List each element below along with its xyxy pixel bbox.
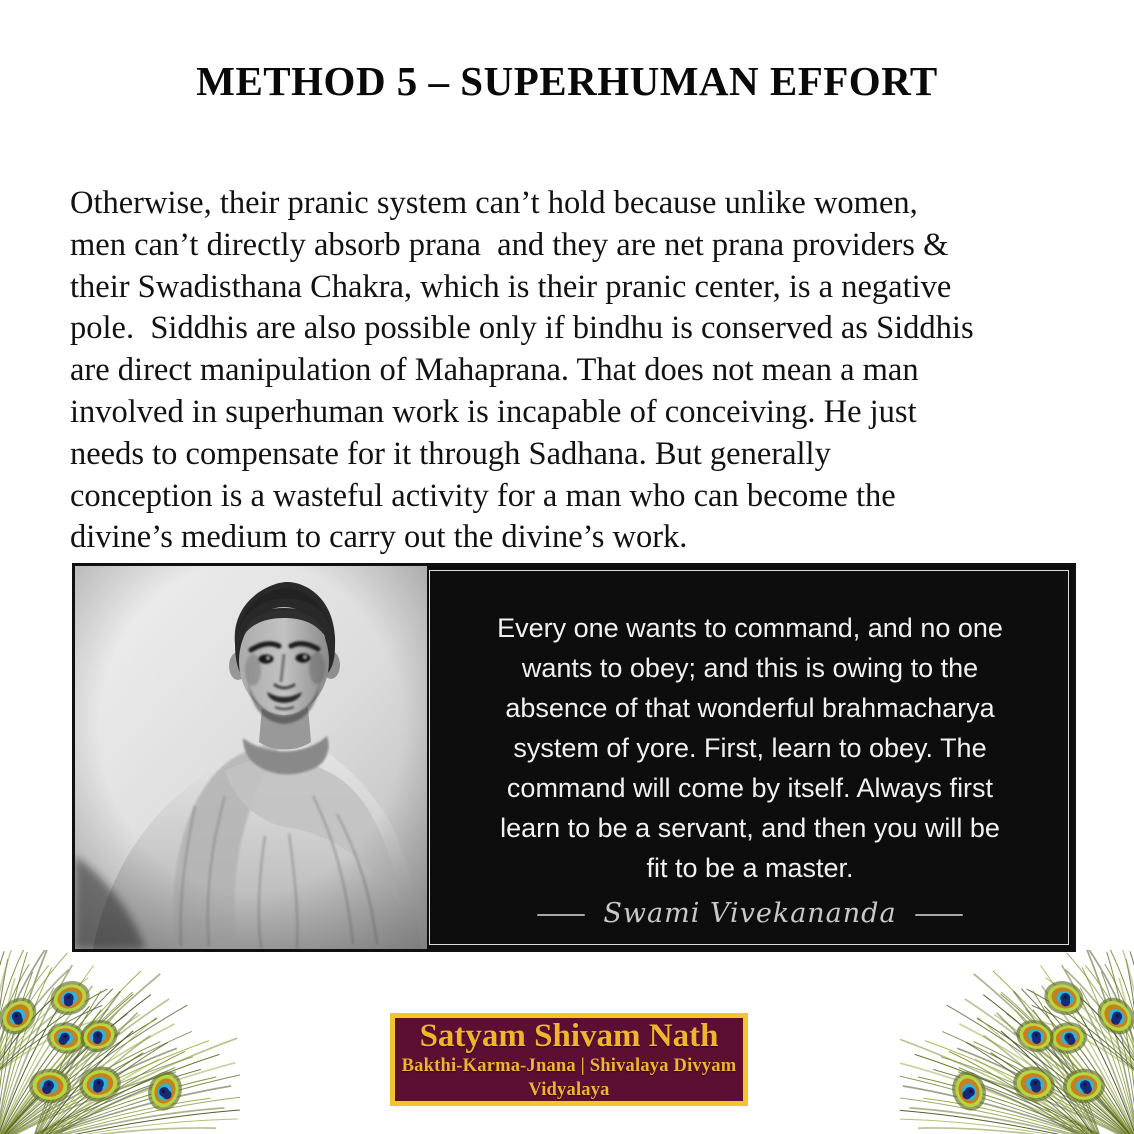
paragraph-line: their Swadisthana Chakra, which is their pranic center, is a negative	[70, 268, 952, 305]
quote-panel	[427, 566, 1073, 949]
vivekananda-quote-card	[72, 563, 1076, 952]
portrait-art	[75, 566, 427, 949]
quote-author	[427, 898, 1073, 929]
quote-line: system of yore. First, learn to obey. The	[513, 733, 987, 763]
paragraph-line: men can’t directly absorb prana and they are net prana providers &	[70, 226, 949, 263]
paragraph-line: conception is a wasteful activity for a man who can become the	[70, 477, 896, 514]
footer-tagline: Bakthi-Karma-Jnana | Shivalaya Divyam Vidyalaya	[401, 1055, 737, 1100]
paragraph-line: pole. Siddhis are also possible only if bindhu is conserved as Siddhis	[70, 310, 974, 347]
quote-line: absence of that wonderful brahmacharya	[505, 693, 995, 723]
quote-line: command will come by itself. Always first	[506, 773, 994, 803]
author-dash	[537, 914, 585, 916]
paragraph-line: are direct manipulation of Mahaprana. That does not mean a man	[70, 352, 919, 389]
author-dash	[915, 914, 963, 916]
footer-org-name: Satyam Shivam Nath	[419, 1017, 719, 1054]
quote-line: wants to obey; and this is owing to the	[521, 653, 979, 683]
quote-line: fit to be a master.	[646, 853, 854, 883]
body-paragraph	[70, 183, 1080, 559]
peacock-feathers-right-icon	[900, 950, 1134, 1134]
paragraph-line: divine’s medium to carry out the divine’s work.	[70, 519, 688, 556]
footer-banner	[390, 1013, 748, 1106]
quote-text	[445, 608, 1055, 888]
author-name: Swami Vivekananda	[603, 898, 897, 929]
paragraph-line: involved in superhuman work is incapable of conceiving. He just	[70, 393, 917, 430]
peacock-feathers-left-icon	[0, 950, 240, 1134]
vivekananda-portrait-photo	[75, 566, 427, 949]
paragraph-line: needs to compensate for it through Sadhana. But generally	[70, 435, 831, 472]
quote-line: learn to be a servant, and then you will be	[500, 813, 1000, 843]
paragraph-line: Otherwise, their pranic system can’t hold because unlike women,	[70, 185, 918, 221]
page-title: METHOD 5 – SUPERHUMAN EFFORT	[196, 58, 938, 104]
quote-line: Every one wants to command, and no one	[497, 613, 1003, 643]
